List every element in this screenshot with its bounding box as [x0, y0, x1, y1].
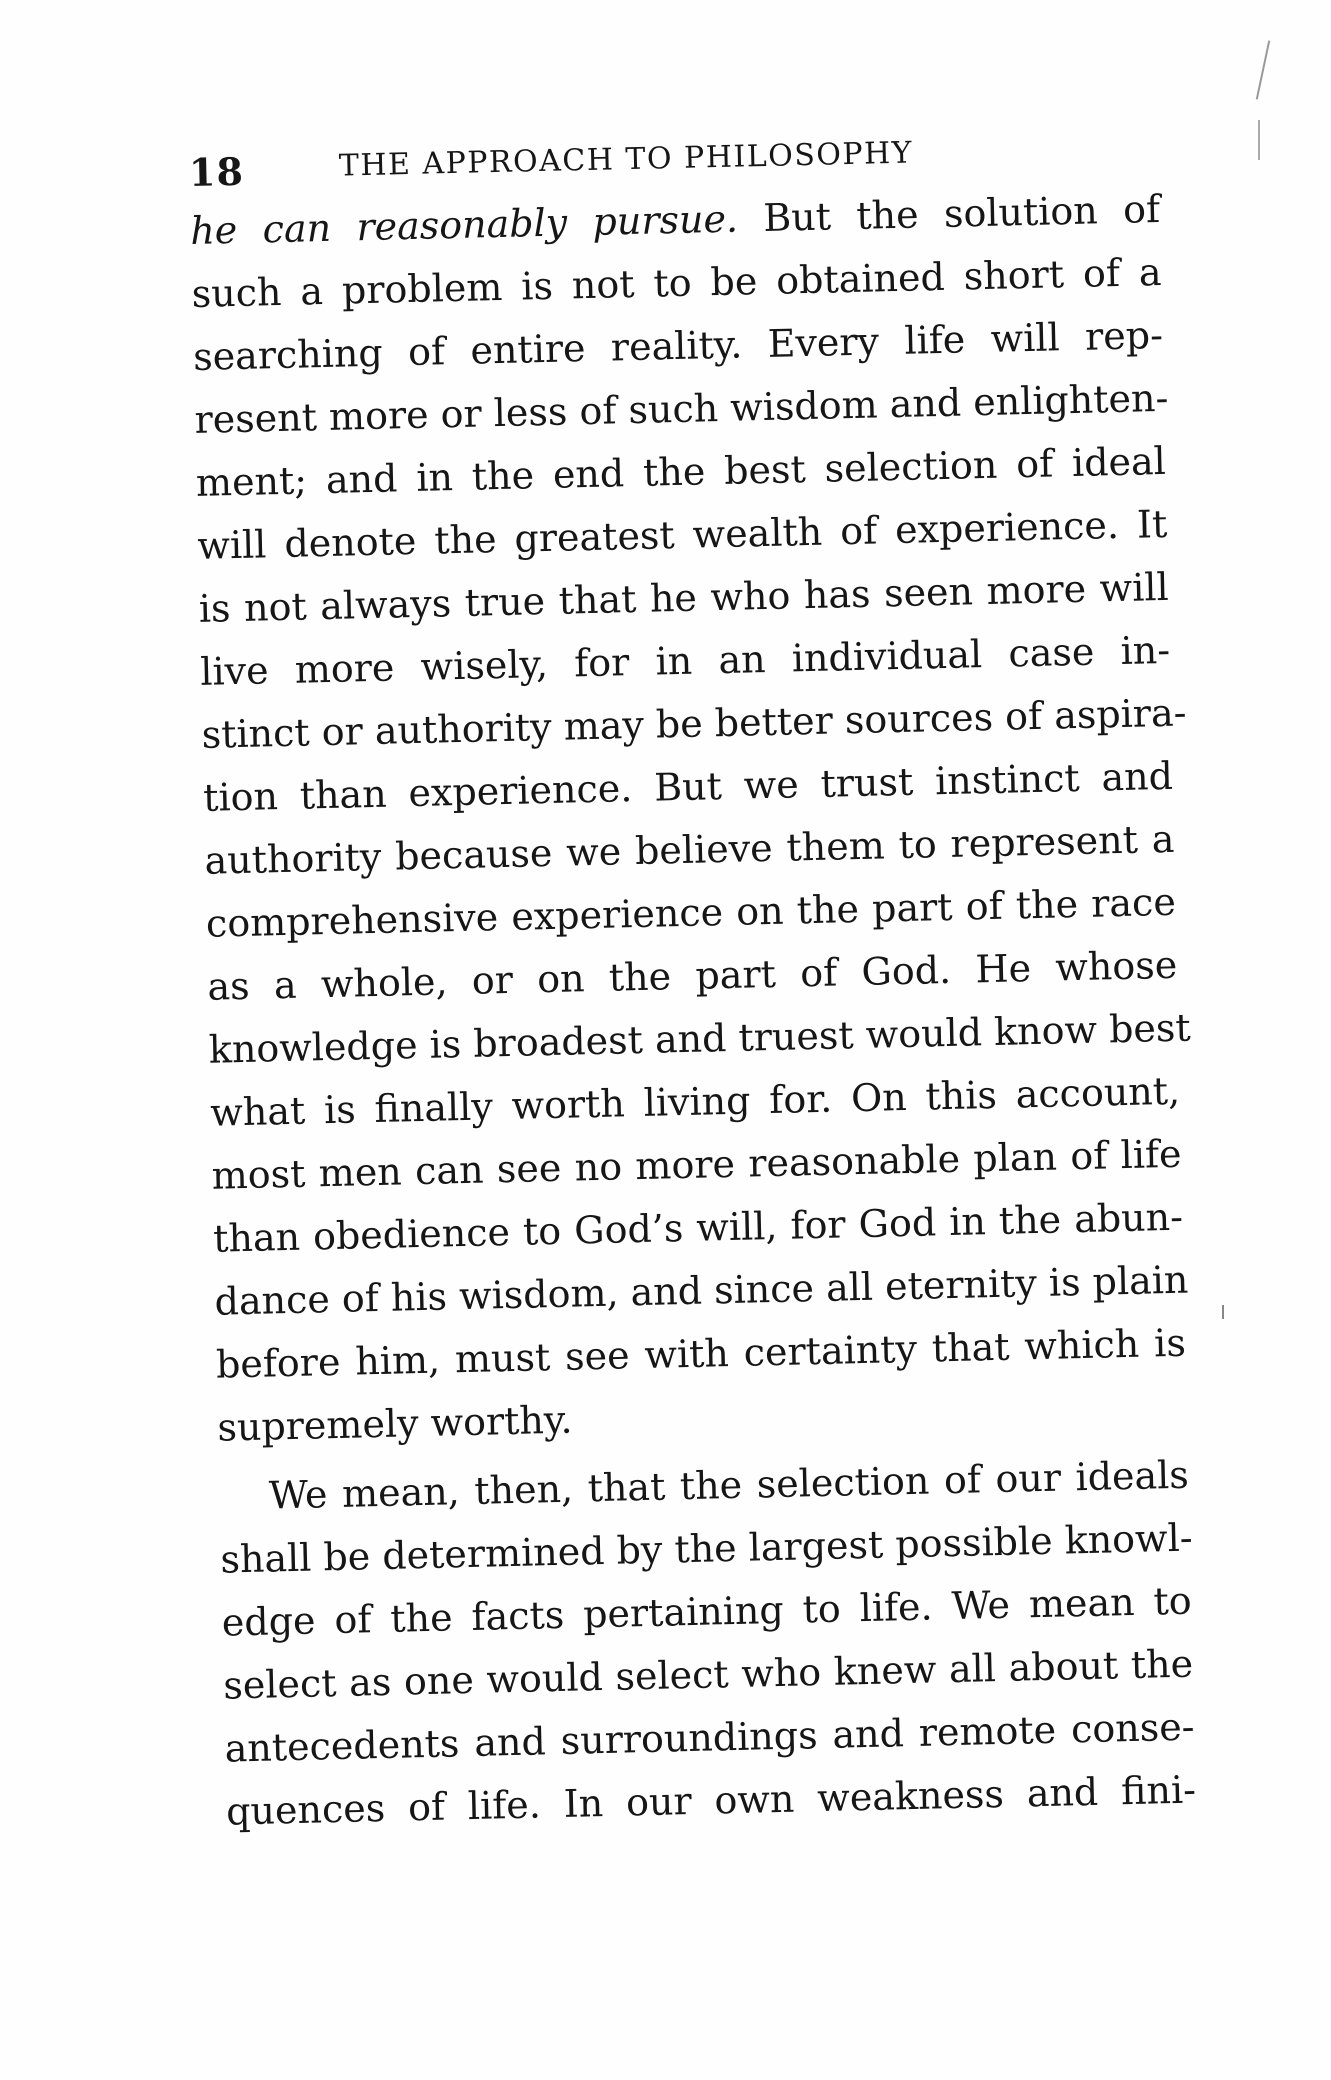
text-line: searching of entire reality. Every life will rep-: [192, 312, 1164, 379]
text-line: live more wisely, for in an individual case in-: [199, 627, 1171, 694]
text-line: than obedience to God’s will, for God in the abun-: [212, 1194, 1184, 1261]
text-line: tion than experience. But we trust instinct and: [202, 753, 1174, 820]
text-line: antecedents and surroundings and remote conse-: [224, 1704, 1195, 1771]
text-line: will denote the greatest wealth of experience. It: [196, 501, 1168, 568]
margin-speck: [1258, 120, 1260, 160]
text-line: select as one would select who knew all about the: [222, 1641, 1194, 1708]
text-line: as a whole, or on the part of God. He whose: [206, 942, 1178, 1009]
text-line: authority because we believe them to represent a: [204, 816, 1175, 883]
italic-phrase: he can reasonably pursue.: [189, 196, 739, 253]
text-line: stinct or authority may be better sources of aspira-: [201, 690, 1187, 757]
paragraph-1: [189, 178, 1192, 1460]
text-line: ment; and in the end the best selection of ideal: [195, 438, 1167, 505]
text-line: supremely worthy.: [216, 1397, 573, 1450]
text-line: what is finally worth living for. On this account,: [209, 1068, 1181, 1135]
page-number: 18: [188, 148, 245, 195]
text-block: [188, 108, 1197, 1844]
text-line: before him, must see with certainty that which is: [215, 1320, 1187, 1387]
text-line: We mean, then, that the selection of our ideals: [268, 1452, 1190, 1518]
text-line: edge of the facts pertaining to life. We mean to: [221, 1578, 1193, 1645]
text-line: quences of life. In our own weakness and fini-: [225, 1767, 1197, 1834]
text-line: most men can see no more reasonable plan of life: [211, 1131, 1182, 1198]
text-line: such a problem is not to be obtained short of a: [191, 249, 1162, 316]
margin-speck: [1256, 40, 1270, 99]
text-line: resent more or less of such wisdom and enlighten-: [194, 375, 1169, 442]
text-line: dance of his wisdom, and since all eternity is plain: [214, 1257, 1189, 1324]
paragraph-2: [218, 1444, 1196, 1844]
running-head: THE APPROACH TO PHILOSOPHY: [338, 135, 914, 184]
text-line: knowledge is broadest and truest would know best: [208, 1005, 1192, 1072]
text-line: comprehensive experience on the part of the race: [205, 879, 1177, 946]
text-line: he can reasonably pursue. But the solution of: [189, 186, 1161, 253]
margin-speck: [1222, 1305, 1224, 1319]
text-line: is not always true that he who has seen more will: [198, 564, 1170, 631]
text-line: shall be determined by the largest possible knowl-: [219, 1515, 1194, 1582]
